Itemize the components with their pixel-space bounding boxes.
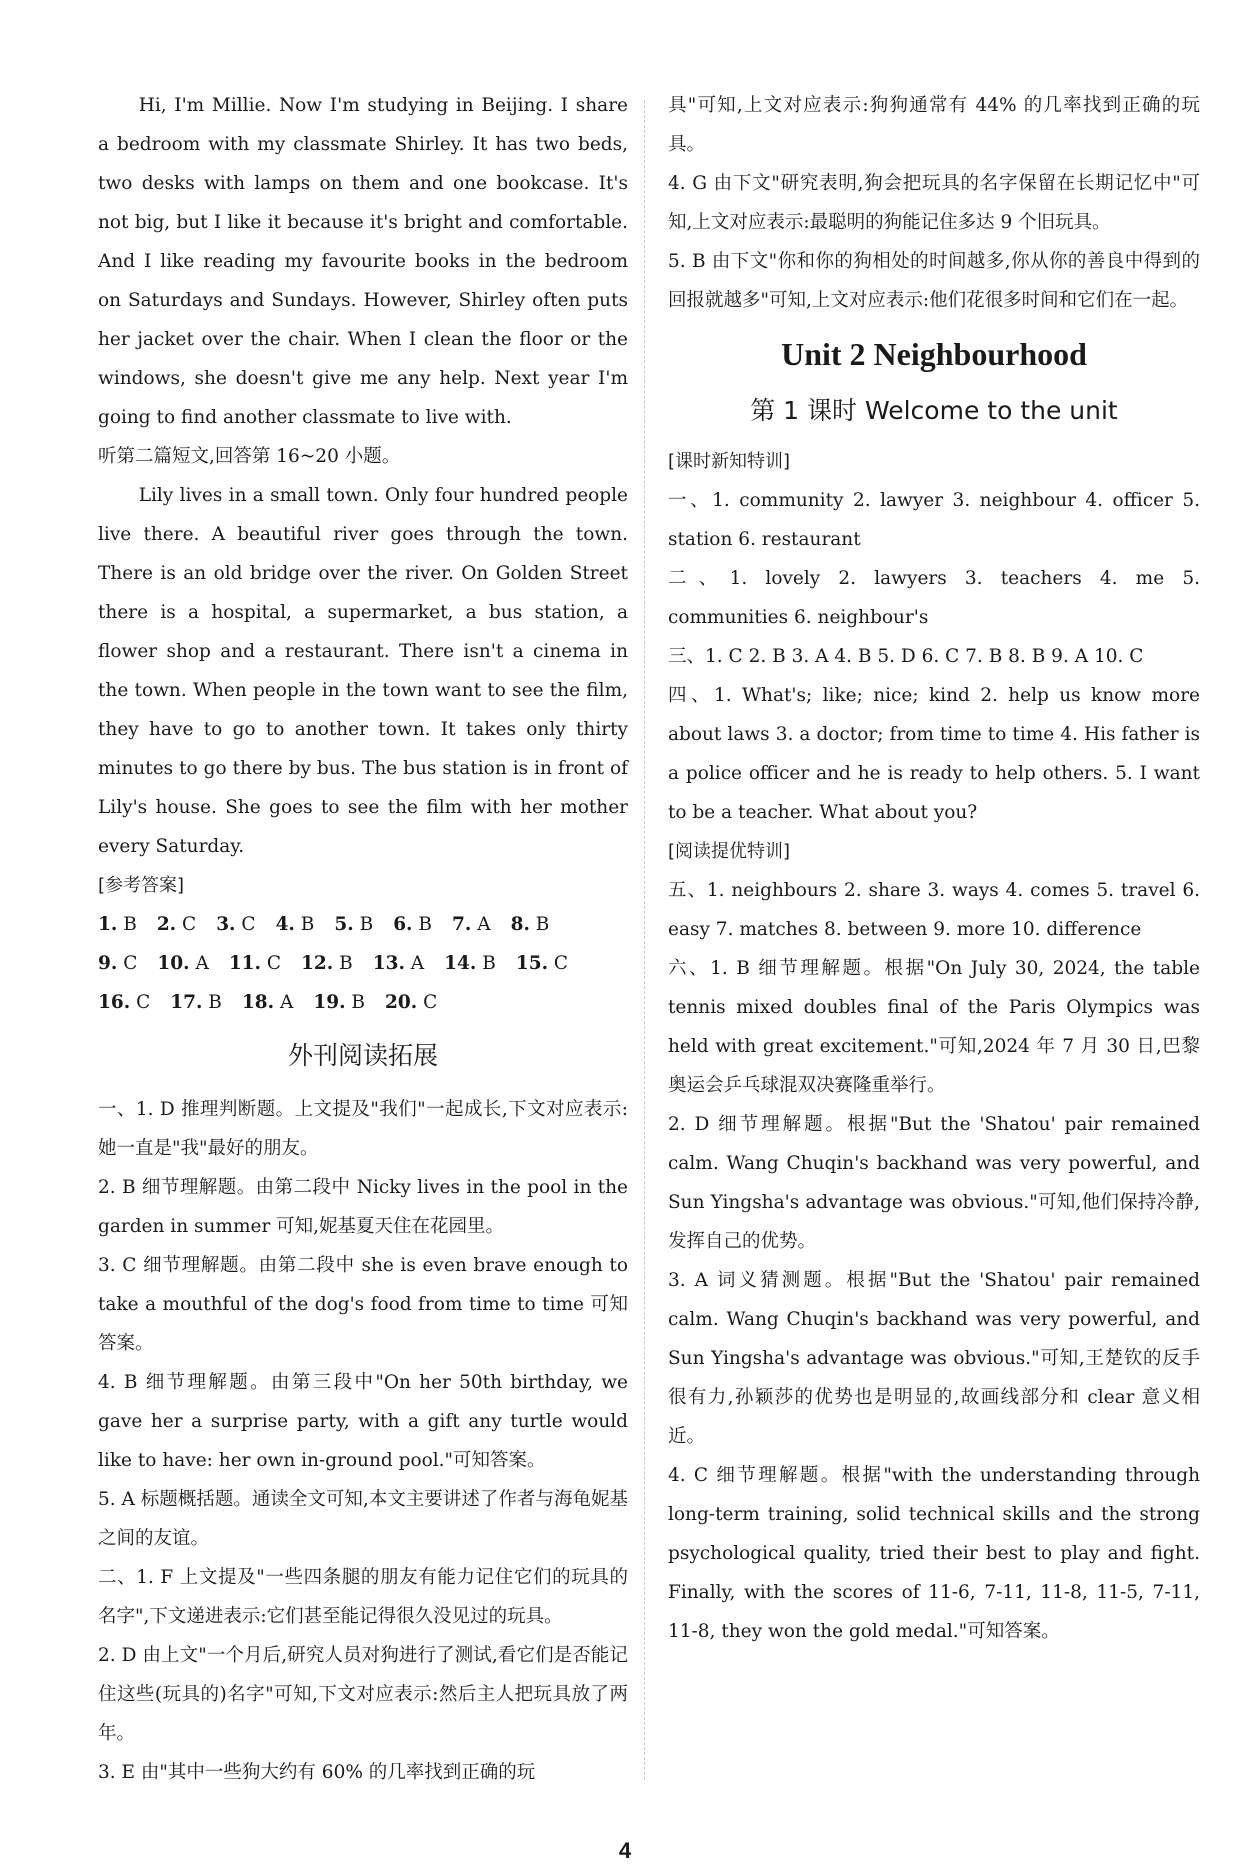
reference-answer <box>98 944 137 983</box>
question-number: 11. <box>228 953 261 974</box>
unit-title: Unit 2 Neighbourhood <box>781 336 1087 372</box>
answer-letter: A <box>189 953 209 974</box>
section-title: 外刊阅读拓展 <box>287 1041 438 1070</box>
answer-letter: B <box>353 914 374 935</box>
answer-item: 4. G 由下文"研究表明,狗会把玩具的名字保留在长期记忆中"可知,上文对应表示:最聪明的狗能记住多达 9 个旧玩具。 <box>668 173 1200 233</box>
reference-answer <box>511 905 550 944</box>
question-number: 5. <box>334 914 354 935</box>
reference-answer <box>301 944 353 983</box>
passage-2-intro: 听第二篇短文,回答第 16~20 小题。 <box>98 446 401 467</box>
answer-letter: B <box>412 914 432 935</box>
reference-answer <box>242 983 293 1022</box>
reference-answer <box>444 944 496 983</box>
question-number: 15. <box>515 953 549 974</box>
question-number: 3. <box>216 914 236 935</box>
exercise-4-answers: 四、1. What's; like; nice; kind 2. help us know more about laws 3. a doctor; from time to time 4. His father is a police officer and he is ready to help others. 5. I want to be a teacher. What about you? <box>668 685 1200 823</box>
answer-letter: C <box>417 992 438 1013</box>
lesson-title: 第 1 课时 Welcome to the unit <box>750 396 1118 425</box>
question-number: 8. <box>510 914 530 935</box>
reference-answer <box>229 944 281 983</box>
reference-answer <box>98 905 137 944</box>
new-knowledge-heading: [课时新知特训] <box>668 451 791 472</box>
answer-item: 5. B 由下文"你和你的狗相处的时间越多,你从你的善良中得到的回报就越多"可知,上文对应表示:他们花很多时间和它们在一起。 <box>668 251 1200 311</box>
reference-answer <box>157 944 208 983</box>
answer-letter: C <box>261 953 282 974</box>
reference-answer <box>170 983 222 1022</box>
answer-letter: A <box>471 914 491 935</box>
answer-letter: B <box>529 914 550 935</box>
answer-item: 具"可知,上文对应表示:狗狗通常有 44% 的几率找到正确的玩具。 <box>668 95 1200 155</box>
question-number: 17. <box>170 992 203 1013</box>
reference-answer <box>516 944 568 983</box>
reference-answer <box>313 983 365 1022</box>
question-number: 1. <box>98 914 118 935</box>
answer-item: 2. D 由上文"一个月后,研究人员对狗进行了测试,看它们是否能记住这些(玩具的)名字"可知,下文对应表示:然后主人把玩具放了两年。 <box>98 1645 628 1744</box>
answer-item: 六、1. B 细节理解题。根据"On July 30, 2024, the table tennis mixed doubles final of the Paris Olympics was held with great excitement."可知,2024 年 7 月 30 日,巴黎奥运会乒乓球混双决赛隆重举行。 <box>668 958 1200 1096</box>
passage-2: Lily lives in a small town. Only four hundred people live there. A beautiful river goes through the town. There is an old bridge over the river. On Golden Street there is a hospital, a supermarket, a bus station, a flower shop and a restaurant. There isn't a cinema in the town. When people in the town want to see the film, they have to go to another town. It takes only thirty minutes to go there by bus. The bus station is in front of Lily's house. She goes to see the film with her mother every Saturday. <box>98 485 628 857</box>
question-number: 7. <box>452 914 472 935</box>
answer-letter: C <box>176 914 197 935</box>
answer-letter: B <box>476 953 496 974</box>
question-number: 16. <box>98 992 131 1013</box>
answer-letter: B <box>345 992 366 1013</box>
reference-answers <box>98 905 628 1022</box>
answer-item: 5. A 标题概括题。通读全文可知,本文主要讲述了作者与海龟妮基之间的友谊。 <box>98 1489 628 1549</box>
answer-letter: C <box>235 914 256 935</box>
column-divider <box>644 100 645 1780</box>
reference-answer <box>385 983 437 1022</box>
reference-answer <box>452 905 491 944</box>
question-number: 2. <box>156 914 177 935</box>
question-number: 6. <box>393 914 413 935</box>
reading-heading: [阅读提优特训] <box>668 841 791 862</box>
question-number: 12. <box>301 953 334 974</box>
exercise-1-answers: 一、1. community 2. lawyer 3. neighbour 4. officer 5. station 6. restaurant <box>668 490 1200 550</box>
answer-item: 3. E 由"其中一些狗大约有 60% 的几率找到正确的玩 <box>98 1762 536 1783</box>
exercise-5-answers: 五、1. neighbours 2. share 3. ways 4. comes 5. travel 6. easy 7. matches 8. between 9. more 10. difference <box>668 880 1200 940</box>
question-number: 14. <box>444 953 477 974</box>
reference-answer <box>98 983 150 1022</box>
page-number: 4 <box>618 1838 632 1863</box>
reference-answer <box>157 905 196 944</box>
answer-letter: B <box>333 953 353 974</box>
answer-item: 二、1. F 上文提及"一些四条腿的朋友有能力记住它们的玩具的名字",下文递进表示:它们甚至能记得很久没见过的玩具。 <box>98 1567 628 1627</box>
answer-letter: C <box>117 953 138 974</box>
answer-item: 一、1. D 推理判断题。上文提及"我们"一起成长,下文对应表示:她一直是"我"最好的朋友。 <box>98 1099 628 1159</box>
reference-answer <box>334 905 373 944</box>
answer-item: 3. A 词义猜测题。根据"But the 'Shatou' pair remained calm. Wang Chuqin's backhand was very powerful, and Sun Yingsha's advantage was obvious."可知,王楚钦的反手很有力,孙颖莎的优势也是明显的,故画线部分和 clear 意义相近。 <box>668 1270 1200 1447</box>
question-number: 9. <box>98 953 118 974</box>
answer-letter: A <box>404 953 425 974</box>
exercise-2-answers: 二、1. lovely 2. lawyers 3. teachers 4. me 5. communities 6. neighbour's <box>668 568 1200 628</box>
answer-letter: B <box>117 914 137 935</box>
reference-answers-heading: [参考答案] <box>98 875 185 896</box>
reference-answer <box>393 905 432 944</box>
answer-item: 4. C 细节理解题。根据"with the understanding through long-term training, solid technical skills and the strong psychological quality, tried their best to play and fight. Finally, with the scores of 11-6, 7-11, 11-8, 11-5, 7-11, 11-8, they won the gold medal."可知答案。 <box>668 1465 1200 1642</box>
question-number: 18. <box>241 992 275 1013</box>
question-number: 10. <box>157 953 190 974</box>
answer-letter: C <box>548 953 569 974</box>
answer-item: 4. B 细节理解题。由第三段中"On her 50th birthday, we gave her a surprise party, with a gift any turtle would like to have: her own in-ground pool."可知答案。 <box>98 1372 628 1471</box>
left-column <box>98 86 628 1792</box>
passage-1: Hi, I'm Millie. Now I'm studying in Beijing. I share a bedroom with my classmate Shirley. It has two beds, two desks with lamps on them and one bookcase. It's not big, but I like it because it's bright and comfortable. And I like reading my favourite books in the bedroom on Saturdays and Sundays. However, Shirley often puts her jacket over the chair. When I clean the floor or the windows, she doesn't give me any help. Next year I'm going to find another classmate to live with. <box>98 95 628 428</box>
question-number: 13. <box>372 953 405 974</box>
right-column <box>668 86 1200 1651</box>
reference-answer <box>373 944 424 983</box>
reference-answer <box>276 905 315 944</box>
answer-letter: B <box>294 914 315 935</box>
reference-answer <box>216 905 255 944</box>
answer-letter: B <box>202 992 222 1013</box>
answer-item: 2. D 细节理解题。根据"But the 'Shatou' pair remained calm. Wang Chuqin's backhand was very powerful, and Sun Yingsha's advantage was obvious."可知,他们保持冷静,发挥自己的优势。 <box>668 1114 1200 1252</box>
question-number: 20. <box>385 992 418 1013</box>
question-number: 4. <box>275 914 295 935</box>
answer-letter: A <box>274 992 294 1013</box>
answer-letter: C <box>130 992 151 1013</box>
question-number: 19. <box>313 992 346 1013</box>
answer-item: 2. B 细节理解题。由第二段中 Nicky lives in the pool in the garden in summer 可知,妮基夏天住在花园里。 <box>98 1177 628 1237</box>
answer-item: 3. C 细节理解题。由第二段中 she is even brave enough to take a mouthful of the dog's food from time to time 可知答案。 <box>98 1255 628 1354</box>
exercise-3-answers: 三、1. C 2. B 3. A 4. B 5. D 6. C 7. B 8. B 9. A 10. C <box>668 646 1144 667</box>
